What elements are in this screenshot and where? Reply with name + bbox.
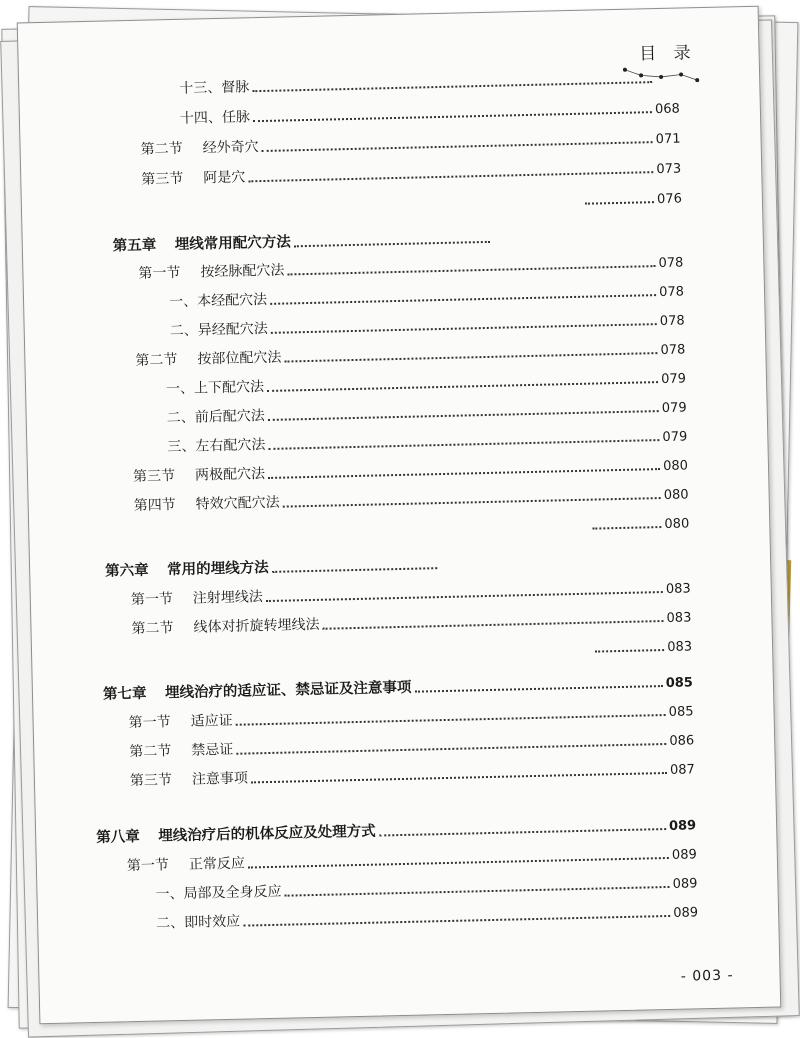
dot-leader	[284, 352, 657, 362]
toc-entry-continuation[interactable]: 076	[582, 187, 682, 209]
dot-leader	[595, 649, 664, 653]
dot-leader	[592, 526, 661, 530]
toc-entry[interactable]: 三、左右配穴法 079	[167, 429, 688, 456]
toc-entry[interactable]: 十三、督脉	[179, 66, 699, 98]
page-header-title: 目 录	[638, 43, 697, 65]
dot-leader	[268, 439, 659, 450]
toc-entry[interactable]: 第三节 阿是穴 073	[141, 161, 682, 188]
toc-chapter-5[interactable]: 第五章 埋线常用配穴方法	[113, 227, 493, 256]
toc-entry[interactable]: 十四、任脉 068	[179, 101, 681, 127]
dot-leader	[243, 915, 670, 927]
toc-entry[interactable]: 二、即时效应 089	[156, 905, 699, 932]
toc-entry[interactable]: 第一节 按经脉配穴法 078	[138, 255, 684, 282]
toc-entry[interactable]: 第二节 按部位配穴法 078	[135, 342, 686, 369]
dot-leader	[294, 241, 490, 247]
toc-page	[17, 6, 782, 1025]
toc-chapter-6[interactable]: 第六章 常用的埋线方法	[105, 553, 440, 581]
dot-leader	[252, 81, 652, 92]
toc-entry-continuation[interactable]: 080	[589, 511, 689, 533]
dot-leader	[253, 111, 652, 122]
dot-leader	[270, 294, 656, 305]
dot-leader	[267, 381, 658, 392]
dot-leader	[414, 685, 662, 693]
toc-entry[interactable]: 一、本经配穴法 078	[168, 284, 685, 311]
dot-leader	[272, 567, 438, 573]
toc-entry[interactable]: 第一节 适应证 085	[128, 704, 694, 732]
dot-leader	[248, 171, 653, 182]
toc-entry[interactable]: 第三节 注意事项 087	[129, 762, 696, 790]
toc-entry[interactable]: 第三节 两极配穴法 080	[132, 458, 689, 486]
toc-entry[interactable]: 第二节 经外奇穴 071	[140, 131, 681, 158]
dot-leader	[248, 857, 669, 869]
toc-entry[interactable]: 二、异经配穴法 078	[169, 313, 685, 340]
dot-leader	[236, 743, 666, 755]
toc-entry[interactable]: 第四节 特效穴配穴法 080	[133, 487, 689, 515]
dot-leader	[585, 201, 654, 205]
dot-leader	[251, 772, 667, 783]
toc-entry[interactable]: 第二节 禁忌证 086	[129, 733, 695, 761]
dot-leader	[271, 323, 657, 334]
toc-chapter-7[interactable]: 第七章 埋线治疗的适应证、禁忌证及注意事项 085	[102, 675, 694, 703]
dot-leader	[287, 265, 655, 275]
toc-entry[interactable]: 第二节 线体对折旋转埋线法 083	[131, 610, 692, 638]
table-of-contents	[19, 65, 759, 932]
dot-leader	[283, 497, 661, 508]
dot-leader	[285, 886, 670, 897]
dot-leader	[268, 468, 660, 479]
toc-entry[interactable]: 第一节 注射埋线法 083	[130, 581, 691, 609]
toc-entry[interactable]: 一、上下配穴法 079	[165, 371, 687, 398]
dot-leader	[379, 828, 666, 837]
dot-leader	[266, 591, 663, 602]
toc-chapter-8[interactable]: 第八章 埋线治疗后的机体反应及处理方式 089	[96, 818, 697, 846]
dot-leader	[262, 141, 653, 152]
toc-entry[interactable]: 第一节 正常反应 089	[126, 847, 697, 875]
page-number: - 003 -	[680, 967, 734, 985]
dot-leader	[323, 620, 664, 630]
toc-entry-continuation[interactable]: 083	[592, 634, 692, 656]
dot-leader	[236, 714, 666, 726]
toc-entry[interactable]: 二、前后配穴法 079	[166, 400, 687, 427]
dot-leader	[268, 410, 659, 421]
toc-entry[interactable]: 一、局部及全身反应 089	[155, 876, 698, 903]
